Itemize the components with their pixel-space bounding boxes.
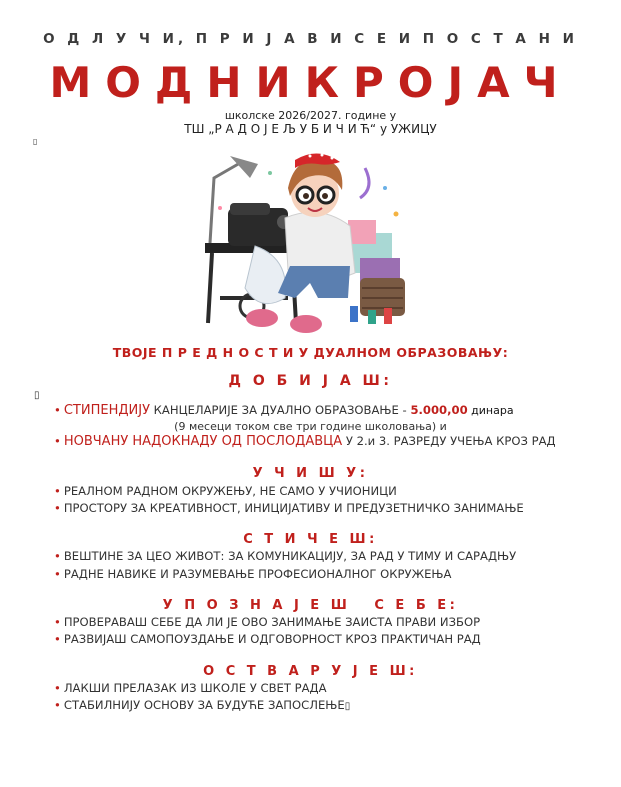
stipend-label: СТИПЕНДИЈУ (63, 403, 150, 418)
section-heading-ucis: У Ч И Ш У: (252, 466, 369, 481)
bullet-icon: • (54, 615, 61, 629)
section-heading-upoznajes: У П О З Н А Ј Е Ш С Е Б Е: (162, 598, 459, 613)
section-heading-stices: С Т И Ч Е Ш: (243, 532, 378, 547)
school-name: ТШ „Р А Д О Ј Е Љ У Б И Ч И Ћ“ у УЖИЦУ (184, 122, 437, 136)
bullet-icon: • (54, 698, 61, 712)
bullet-icon: • (54, 403, 61, 417)
section-heading-ostvarujes: О С Т В А Р У Ј Е Ш: (203, 664, 418, 679)
list-item: • ПРОВЕРАВАШ СЕБЕ ДА ЛИ ЈЕ ОВО ЗАНИМАЊЕ ЗАИСТА ПРАВИ ИЗБОР (54, 615, 481, 629)
list-item: • ЛАКШИ ПРЕЛАЗАК ИЗ ШКОЛЕ У СВЕТ РАДА (54, 681, 327, 695)
bullet-icon: • (54, 434, 61, 448)
bullet-icon: • (54, 567, 61, 581)
list-item: • ВЕШТИНЕ ЗА ЦЕО ЖИВОТ: ЗА КОМУНИКАЦИЈУ, ЗА РАД У ТИМУ И САРАДЊУ (54, 549, 517, 563)
advantages-heading: ТВОЈЕ П Р Е Д Н О С Т И У ДУАЛНОМ ОБРАЗОВАЊУ: (112, 345, 509, 360)
tagline: О Д Л У Ч И, П Р И Ј А В И С Е И П О С Т А Н И (43, 31, 578, 47)
list-item: • СТАБИЛНИЈУ ОСНОВУ ЗА БУДУЋЕ ЗАПОСЛЕЊЕ▯ (54, 698, 351, 712)
bullet-icon: • (54, 501, 61, 515)
missing-glyph-icon: ▯ (34, 390, 40, 401)
school-year: школске 2026/2027. године у (224, 109, 397, 122)
stipend-note: (9 месеци током све три године школовања) и (174, 420, 447, 433)
page-title: МОДНИКРОЈАЧ (49, 58, 572, 107)
list-item: • ПРОСТОРУ ЗА КРЕАТИВНОСТ, ИНИЦИЈАТИВУ И ПРЕДУЗЕТНИЧКО ЗАНИМАЊЕ (54, 501, 524, 515)
compensation-label: НОВЧАНУ НАДОКНАДУ ОД ПОСЛОДАВЦА (63, 434, 343, 449)
list-item: • РАЗВИЈАШ САМОПОУЗДАЊЕ И ОДГОВОРНОСТ КРОЗ ПРАКТИЧАН РАД (54, 632, 481, 646)
list-item: • СТИПЕНДИЈУ КАНЦЕЛАРИЈЕ ЗА ДУАЛНО ОБРАЗОВАЊЕ - 5.000,00 динара (54, 403, 514, 418)
illustration-girl-sewing-machine (200, 148, 410, 338)
bullet-icon: • (54, 681, 61, 695)
missing-glyph-icon: ▯ (33, 137, 38, 146)
list-item: • РАДНЕ НАВИКЕ И РАЗУМЕВАЊЕ ПРОФЕСИОНАЛНОГ ОКРУЖЕЊА (54, 567, 452, 581)
bullet-icon: • (54, 632, 61, 646)
list-item: • НОВЧАНУ НАДОКНАДУ ОД ПОСЛОДАВЦА У 2.и 3. РАЗРЕДУ УЧЕЊА КРОЗ РАД (54, 434, 556, 449)
bullet-icon: • (54, 549, 61, 563)
list-item: • РЕАЛНОМ РАДНОМ ОКРУЖЕЊУ, НЕ САМО У УЧИОНИЦИ (54, 484, 397, 498)
missing-glyph-icon: ▯ (344, 701, 351, 712)
bullet-icon: • (54, 484, 61, 498)
section-heading-dobijas: Д О Б И Ј А Ш: (228, 373, 393, 389)
